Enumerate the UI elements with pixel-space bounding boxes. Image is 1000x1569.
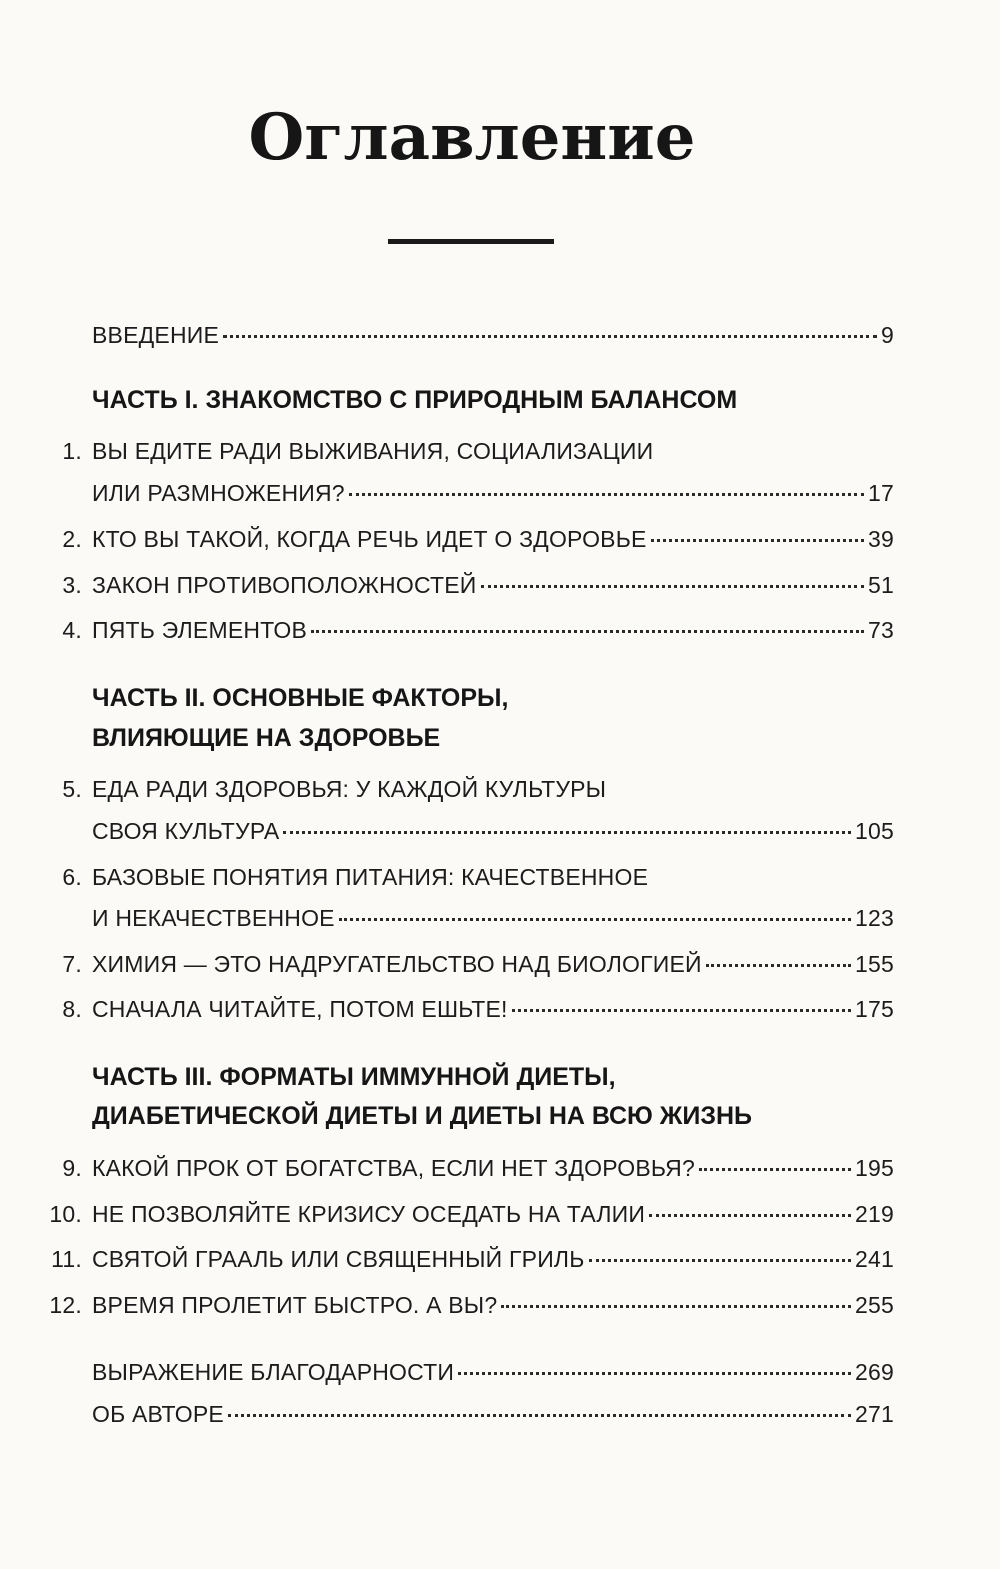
chapter-number: 7.: [62, 951, 82, 977]
part-3-heading-line1: ЧАСТЬ III. ФОРМАТЫ ИММУННОЙ ДИЕТЫ,: [92, 1063, 616, 1091]
toc-page-number: 73: [868, 617, 894, 643]
chapter-number: 12.: [49, 1292, 82, 1318]
toc-entry-text: КАКОЙ ПРОК ОТ БОГАТСТВА, ЕСЛИ НЕТ ЗДОРОВЬЯ?: [92, 1155, 695, 1181]
page-title: Оглавление: [248, 100, 696, 175]
toc-entry-ch6-line1[interactable]: [62, 864, 649, 891]
dot-leader: [699, 1168, 851, 1171]
toc-entry-ch5[interactable]: [92, 818, 894, 845]
dot-leader: [283, 831, 851, 834]
dot-leader: [649, 1214, 851, 1217]
toc-entry-about[interactable]: [92, 1401, 894, 1428]
toc-entry-text: ПЯТЬ ЭЛЕМЕНТОВ: [92, 617, 308, 643]
toc-entry-ch2[interactable]: [62, 526, 894, 553]
chapter-number: 6.: [62, 864, 82, 890]
toc-entry-text: НЕ ПОЗВОЛЯЙТЕ КРИЗИСУ ОСЕДАТЬ НА ТАЛИИ: [92, 1201, 646, 1227]
toc-page-number: 39: [868, 526, 894, 552]
chapter-number: 11.: [51, 1246, 82, 1272]
chapter-number: 4.: [62, 617, 82, 643]
toc-entry-text: ВРЕМЯ ПРОЛЕТИТ БЫСТРО. А ВЫ?: [92, 1292, 498, 1318]
part-2-heading-line1: ЧАСТЬ II. ОСНОВНЫЕ ФАКТОРЫ,: [92, 684, 509, 712]
toc-entry-text: И НЕКАЧЕСТВЕННОЕ: [92, 905, 335, 931]
toc-entry-text: ВВЕДЕНИЕ: [92, 322, 220, 348]
toc-entry-ch3[interactable]: [62, 572, 894, 599]
toc-page-number: 269: [855, 1359, 894, 1385]
toc-entry-text: КТО ВЫ ТАКОЙ, КОГДА РЕЧЬ ИДЕТ О ЗДОРОВЬЕ: [92, 526, 647, 552]
toc-page-number: 51: [868, 572, 894, 598]
chapter-number: 8.: [62, 996, 82, 1022]
toc-entry-thanks[interactable]: [92, 1359, 894, 1386]
dot-leader: [311, 630, 864, 633]
toc-page-number: 123: [855, 905, 894, 931]
toc-entry-text: ВЫРАЖЕНИЕ БЛАГОДАРНОСТИ: [92, 1359, 455, 1385]
chapter-number: 10.: [49, 1201, 82, 1227]
toc-entry-ch1-line1[interactable]: [62, 438, 654, 465]
toc-entry-text: ОБ АВТОРЕ: [92, 1401, 224, 1427]
dot-leader: [651, 539, 864, 542]
chapter-number: 9.: [62, 1155, 82, 1181]
toc-entry-ch8[interactable]: [62, 996, 894, 1023]
toc-entry-ch12[interactable]: [49, 1292, 894, 1319]
toc-entry-ch9[interactable]: [62, 1155, 894, 1182]
toc-page-number: 9: [881, 322, 894, 348]
toc-entry-text: СНАЧАЛА ЧИТАЙТЕ, ПОТОМ ЕШЬТЕ!: [92, 996, 508, 1022]
toc-entry-ch7[interactable]: [62, 951, 894, 978]
chapter-number: 5.: [62, 776, 82, 802]
toc-entry-ch10[interactable]: [49, 1201, 894, 1228]
toc-page-number: 105: [855, 818, 894, 844]
toc-entry-text: СВОЯ КУЛЬТУРА: [92, 818, 280, 844]
toc-entry-ch4[interactable]: [62, 617, 894, 644]
part-2-heading-line2: ВЛИЯЮЩИЕ НА ЗДОРОВЬЕ: [92, 724, 441, 752]
toc-page-number: 17: [868, 480, 894, 506]
dot-leader: [339, 918, 851, 921]
toc-entry-ch1[interactable]: [92, 480, 894, 507]
toc-entry-intro[interactable]: [92, 322, 894, 349]
toc-entry-text: ЗАКОН ПРОТИВОПОЛОЖНОСТЕЙ: [92, 572, 477, 598]
toc-page-number: 271: [855, 1401, 894, 1427]
chapter-number: 2.: [62, 526, 82, 552]
toc-page-number: 241: [855, 1246, 894, 1272]
toc-page-number: 155: [855, 951, 894, 977]
dot-leader: [589, 1259, 852, 1262]
toc-entry-text: ЕДА РАДИ ЗДОРОВЬЯ: У КАЖДОЙ КУЛЬТУРЫ: [92, 776, 607, 802]
toc-page-number: 219: [855, 1201, 894, 1227]
toc-page-number: 175: [855, 996, 894, 1022]
dot-leader: [458, 1372, 851, 1375]
toc-page-number: 255: [855, 1292, 894, 1318]
part-3-heading-line2: ДИАБЕТИЧЕСКОЙ ДИЕТЫ И ДИЕТЫ НА ВСЮ ЖИЗНЬ: [92, 1102, 753, 1130]
toc-entry-ch6[interactable]: [92, 905, 894, 932]
part-1-heading: ЧАСТЬ I. ЗНАКОМСТВО С ПРИРОДНЫМ БАЛАНСОМ: [92, 386, 738, 414]
toc-entry-text: ХИМИЯ — ЭТО НАДРУГАТЕЛЬСТВО НАД БИОЛОГИЕЙ: [92, 951, 702, 977]
toc-entry-text: СВЯТОЙ ГРААЛЬ ИЛИ СВЯЩЕННЫЙ ГРИЛЬ: [92, 1246, 585, 1272]
toc-entry-text: ВЫ ЕДИТЕ РАДИ ВЫЖИВАНИЯ, СОЦИАЛИЗАЦИИ: [92, 438, 654, 464]
dot-leader: [481, 585, 865, 588]
dot-leader: [706, 964, 851, 967]
chapter-number: 1.: [62, 438, 82, 464]
dot-leader: [228, 1414, 851, 1417]
toc-page-number: 195: [855, 1155, 894, 1181]
dot-leader: [349, 493, 864, 496]
toc-entry-text: ИЛИ РАЗМНОЖЕНИЯ?: [92, 480, 345, 506]
toc-entry-ch11[interactable]: [51, 1246, 894, 1273]
dot-leader: [501, 1305, 851, 1308]
chapter-number: 3.: [62, 572, 82, 598]
dot-leader: [223, 335, 877, 338]
toc-entry-text: БАЗОВЫЕ ПОНЯТИЯ ПИТАНИЯ: КАЧЕСТВЕННОЕ: [92, 864, 649, 890]
toc-entry-ch5-line1[interactable]: [62, 776, 607, 803]
dot-leader: [512, 1009, 851, 1012]
